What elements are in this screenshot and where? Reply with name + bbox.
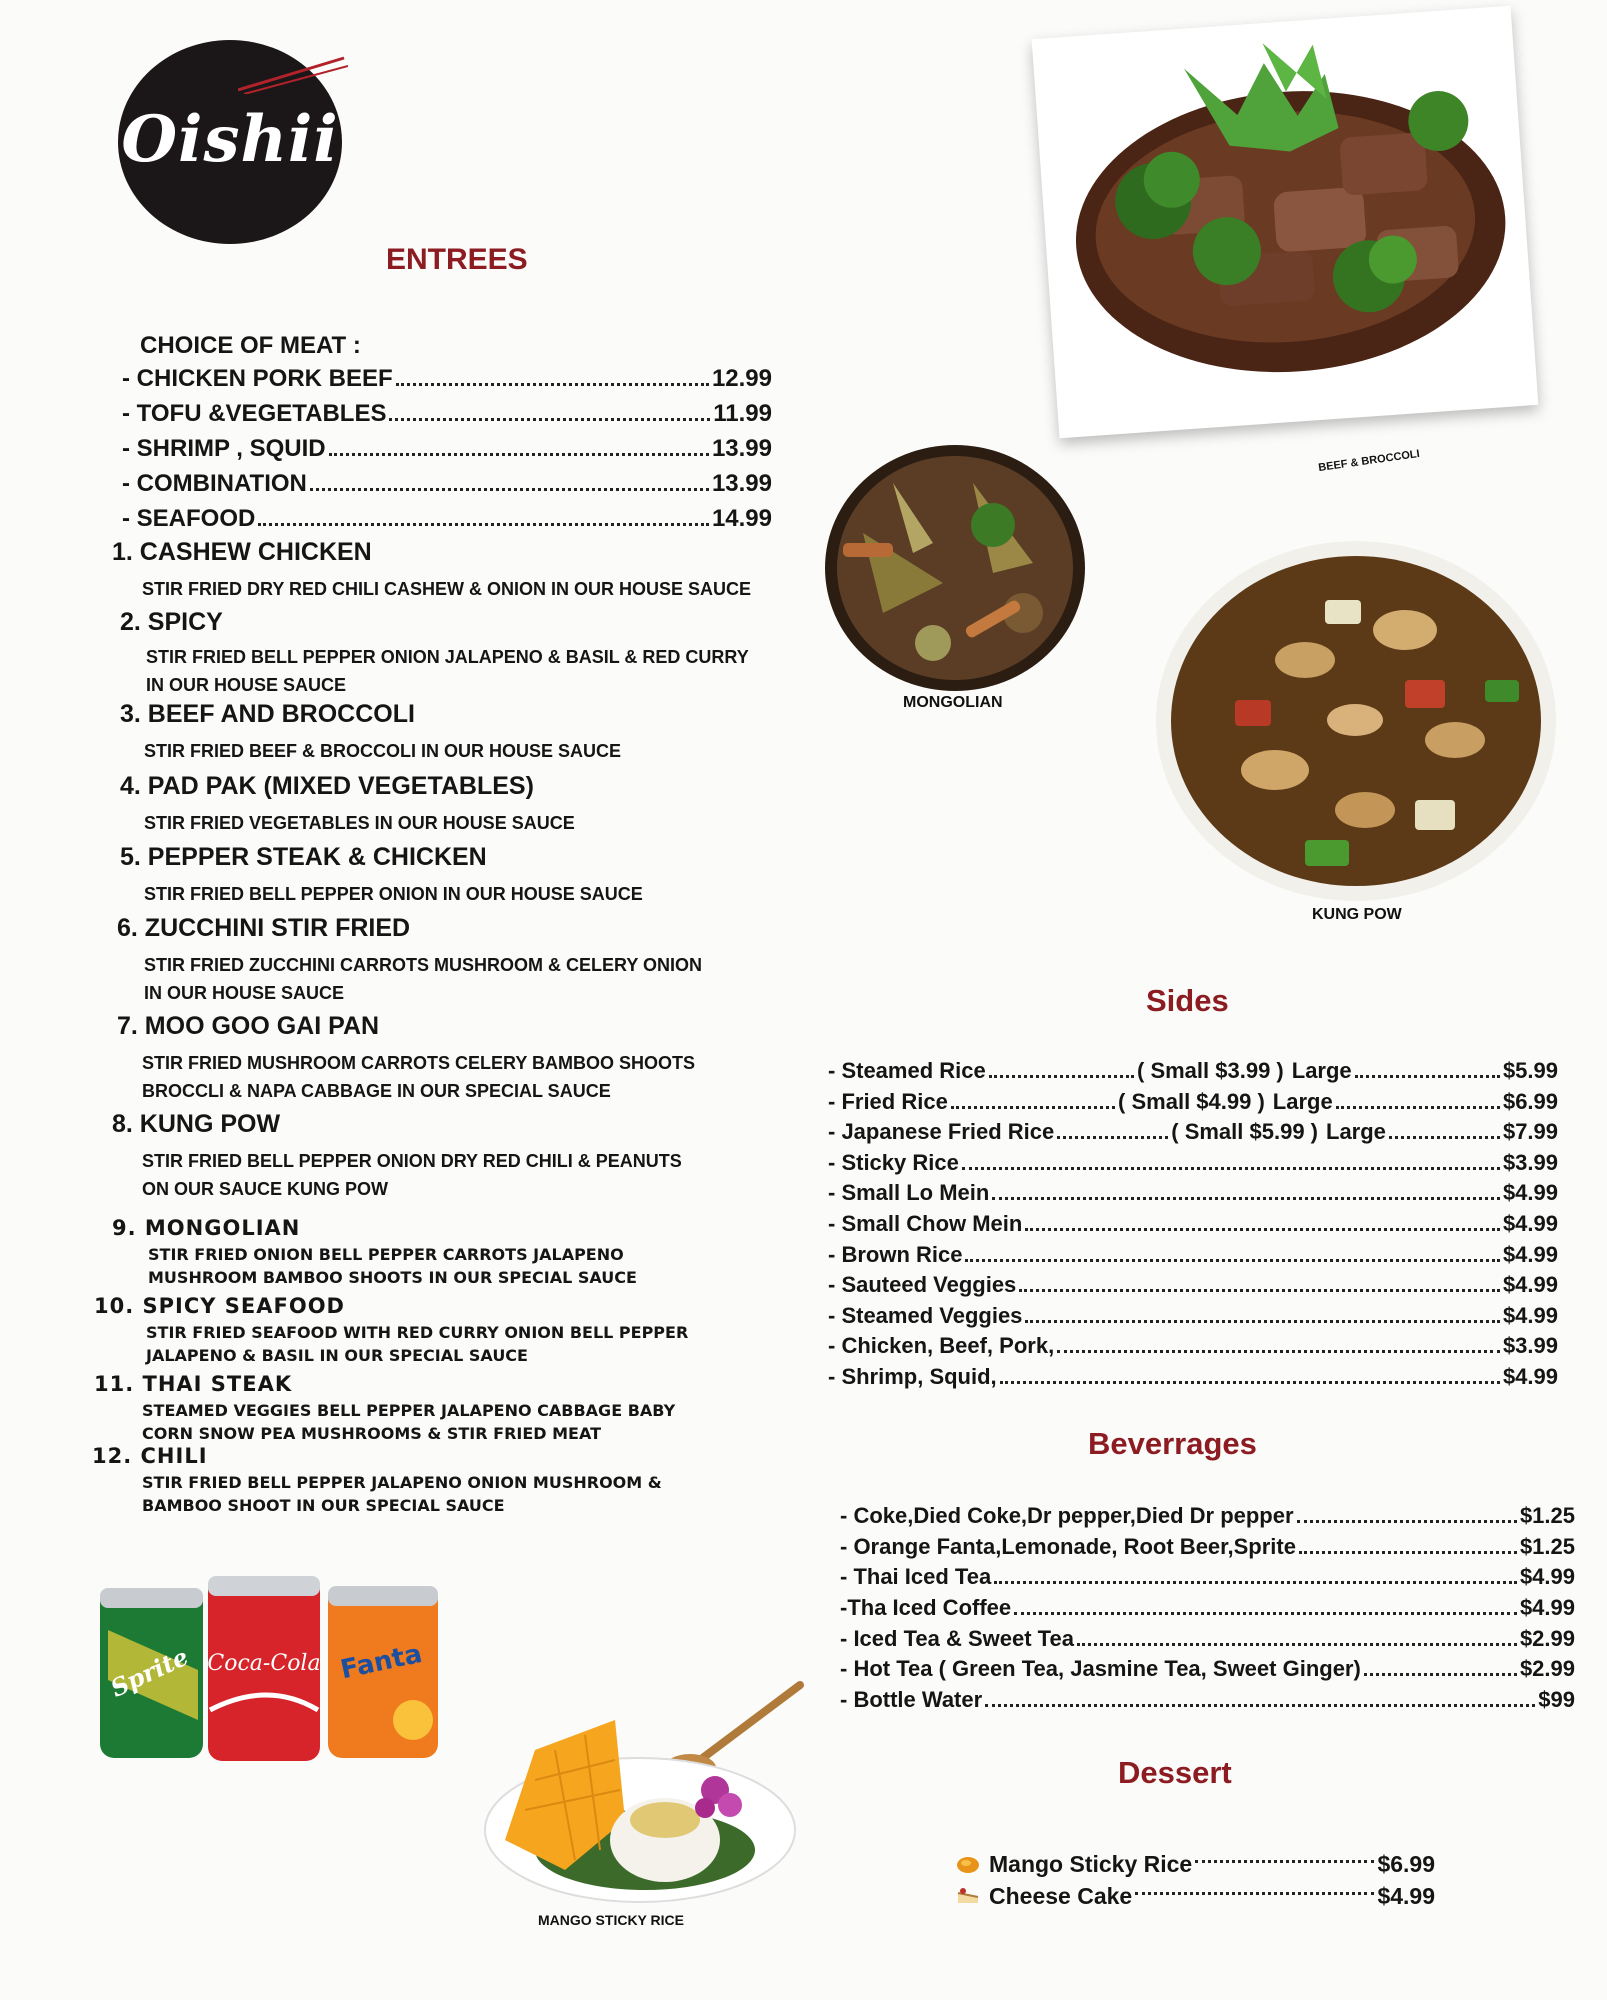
side-item: - Shrimp, Squid, $4.99: [828, 1363, 1558, 1389]
side-item: - Small Chow Mein $4.99: [828, 1210, 1558, 1236]
beef-broccoli-photo: [1032, 6, 1539, 439]
beverage-item: - Orange Fanta,Lemonade, Root Beer,Sprite $1.25: [840, 1533, 1575, 1559]
entree-description: STIR FRIED SEAFOOD WITH RED CURRY ONION BELL PEPPER JALAPENO & BASIL IN OUR SPECIAL SAUCE: [146, 1323, 689, 1365]
entree-description: STIR FRIED BELL PEPPER ONION DRY RED CHILI & PEANUTS ON OUR SAUCE KUNG POW: [142, 1151, 682, 1199]
entree-title: 7. MOO GOO GAI PAN: [117, 1012, 380, 1040]
meat-option: - COMBINATION 13.99: [122, 470, 772, 497]
entrees-title: ENTREES: [386, 243, 528, 276]
meat-heading: CHOICE OF MEAT :: [140, 332, 361, 359]
side-item: - Steamed Rice ( Small $3.99 ) Large $5.99: [828, 1058, 1558, 1083]
side-item: - Brown Rice $4.99: [828, 1241, 1558, 1267]
beverage-item: - Hot Tea ( Green Tea, Jasmine Tea, Sweet Ginger) $2.99: [840, 1656, 1575, 1682]
beverage-item: - Coke,Died Coke,Dr pepper,Died Dr pepper $1.25: [840, 1503, 1575, 1528]
entree-item: [120, 772, 575, 837]
beverage-item: -Tha Iced Coffee $4.99: [840, 1595, 1575, 1621]
entree-item: [112, 1216, 637, 1289]
entree-description: STIR FRIED ONION BELL PEPPER CARROTS JALAPENO MUSHROOM BAMBOO SHOOTS IN OUR SPECIAL SAUCE: [148, 1245, 637, 1287]
meat-option: - SHRIMP , SQUID 13.99: [122, 435, 772, 462]
side-item: - Small Lo Mein $4.99: [828, 1180, 1558, 1206]
meat-option: - SEAFOOD 14.99: [122, 505, 772, 532]
logo-text: Oishii: [121, 102, 339, 177]
sides-title: Sides: [1146, 983, 1229, 1018]
entree-description: STIR FRIED BELL PEPPER ONION JALAPENO & BASIL & RED CURRY IN OUR HOUSE SAUCE: [146, 647, 749, 695]
mongolian-caption: MONGOLIAN: [903, 694, 1003, 711]
entree-item: [117, 914, 702, 1007]
beverages-list: [840, 1503, 1575, 1718]
sides-list: [828, 1058, 1558, 1395]
beef-broccoli-dish-image: [1032, 6, 1539, 439]
beef-broccoli-caption: BEEF & BROCCOLI: [1317, 447, 1421, 475]
entree-description: STEAMED VEGGIES BELL PEPPER JALAPENO CABBAGE BABY CORN SNOW PEA MUSHROOMS & STIR FRIED MEAT: [142, 1401, 676, 1443]
entree-description: STIR FRIED ZUCCHINI CARROTS MUSHROOM & CELERY ONION IN OUR HOUSE SAUCE: [144, 955, 703, 1003]
entree-title: 3. BEEF AND BROCCOLI: [120, 700, 415, 728]
oishii-logo: [118, 40, 342, 244]
meat-option: - CHICKEN PORK BEEF 12.99: [122, 365, 772, 392]
entree-title: 11. THAI STEAK: [94, 1372, 293, 1396]
beverages-title: Beverrages: [1088, 1426, 1257, 1461]
dessert-list: [955, 1848, 1435, 1912]
side-item: - Fried Rice ( Small $4.99 ) Large $6.99: [828, 1088, 1559, 1114]
beverage-item: - Iced Tea & Sweet Tea $2.99: [840, 1625, 1575, 1651]
entree-title: 6. ZUCCHINI STIR FRIED: [117, 914, 411, 942]
entree-title: 12. CHILI: [92, 1444, 208, 1468]
chopsticks-icon: [238, 54, 348, 94]
dessert-title: Dessert: [1118, 1755, 1232, 1790]
entree-description: STIR FRIED DRY RED CHILI CASHEW & ONION IN OUR HOUSE SAUCE: [142, 579, 752, 599]
entree-title: 9. MONGOLIAN: [112, 1216, 301, 1240]
mongolian-dish-image: [823, 443, 1088, 693]
fanta-label: Fanta: [337, 1638, 425, 1686]
entree-item: [94, 1372, 675, 1445]
entree-title: 2. SPICY: [120, 608, 223, 636]
entree-description: STIR FRIED BEEF & BROCCOLI IN OUR HOUSE SAUCE: [144, 741, 622, 761]
entree-item: [117, 1012, 695, 1105]
entree-title: 10. SPICY SEAFOOD: [94, 1294, 345, 1318]
side-item: - Chicken, Beef, Pork, $3.99: [828, 1333, 1558, 1359]
beverage-item: - Bottle Water $99: [840, 1687, 1575, 1713]
dessert-item: Mango Sticky Rice $6.99: [955, 1848, 1435, 1880]
side-item: - Sauteed Veggies $4.99: [828, 1272, 1558, 1298]
side-item: - Sticky Rice $3.99: [828, 1149, 1558, 1175]
dessert-item: Cheese Cake $4.99: [955, 1880, 1435, 1912]
entree-item: [112, 538, 751, 603]
entree-description: STIR FRIED MUSHROOM CARROTS CELERY BAMBOO SHOOTS BROCCLI & NAPA CABBAGE IN OUR SPECIAL SAUCE: [142, 1053, 696, 1101]
mango-icon: [955, 1853, 981, 1875]
entree-title: 5. PEPPER STEAK & CHICKEN: [120, 843, 487, 871]
coca-cola-label: Coca-Cola: [207, 1651, 321, 1676]
soda-cans-image: [98, 1570, 443, 1765]
side-item: - Japanese Fried Rice ( Small $5.99 ) Large $7.99: [828, 1119, 1559, 1145]
entree-item: [120, 608, 749, 699]
meat-price-list: [122, 365, 772, 540]
entree-title: 4. PAD PAK (MIXED VEGETABLES): [120, 772, 534, 800]
entree-title: 1. CASHEW CHICKEN: [112, 538, 372, 566]
side-item: - Steamed Veggies $4.99: [828, 1302, 1558, 1328]
kung-pow-caption: KUNG POW: [1312, 906, 1402, 923]
entree-item: [120, 700, 621, 765]
sprite-label: Sprite: [106, 1641, 193, 1703]
entree-item: [94, 1294, 688, 1367]
kung-pow-dish-image: [1155, 540, 1557, 902]
mango-sticky-rice-image: [475, 1680, 805, 1905]
entree-item: [120, 843, 643, 908]
entree-item: [112, 1110, 682, 1203]
entree-description: STIR FRIED VEGETABLES IN OUR HOUSE SAUCE: [144, 813, 575, 833]
entree-description: STIR FRIED BELL PEPPER JALAPENO ONION MUSHROOM & BAMBOO SHOOT IN OUR SPECIAL SAUCE: [142, 1473, 662, 1515]
beverage-item: - Thai Iced Tea $4.99: [840, 1564, 1575, 1590]
meat-option: - TOFU &VEGETABLES 11.99: [122, 400, 772, 427]
cake-icon: [955, 1885, 981, 1907]
entree-description: STIR FRIED BELL PEPPER ONION IN OUR HOUSE SAUCE: [144, 884, 643, 904]
mango-caption: MANGO STICKY RICE: [538, 1912, 684, 1928]
entree-title: 8. KUNG POW: [112, 1110, 281, 1138]
entree-item: [92, 1444, 662, 1517]
